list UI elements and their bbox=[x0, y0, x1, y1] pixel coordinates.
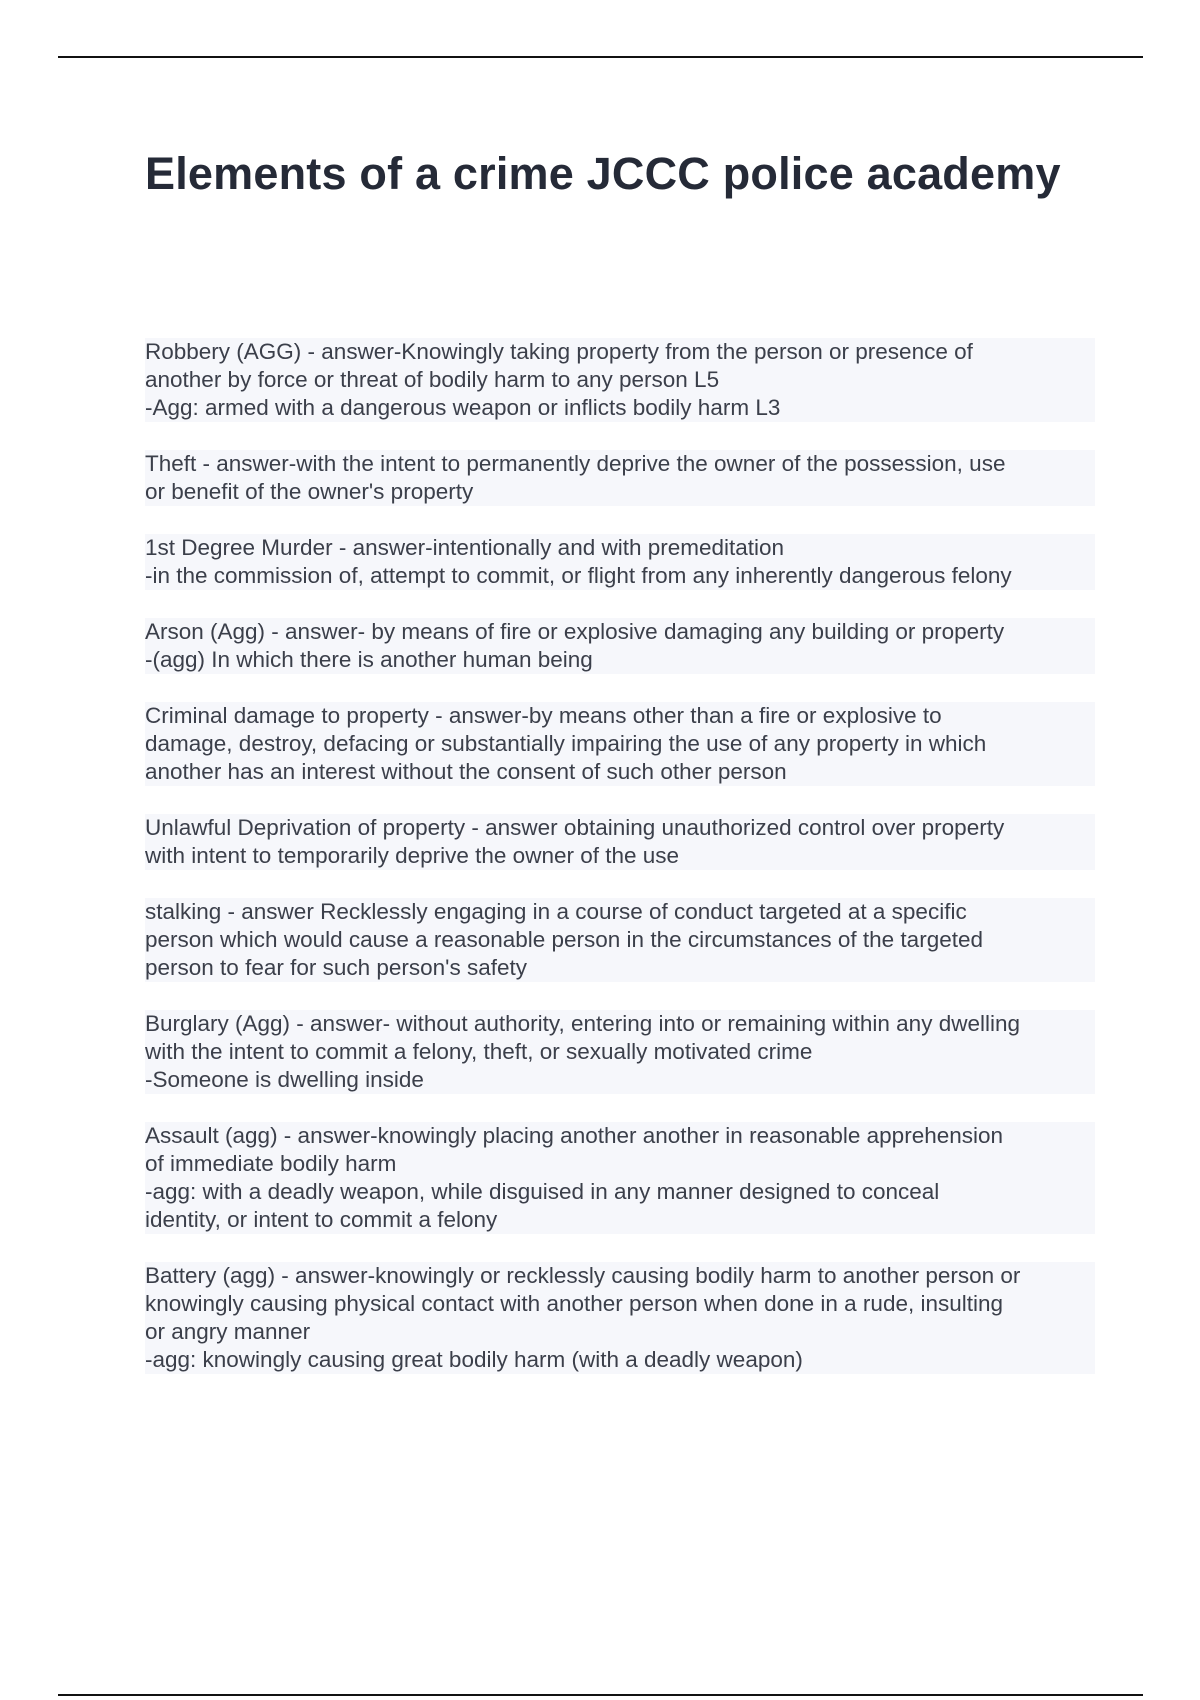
entry-line: Arson (Agg) - answer- by means of fire or explosive damaging any building or property bbox=[145, 619, 1005, 644]
entry-line: another has an interest without the consent of such other person bbox=[145, 759, 787, 784]
entry-line: -agg: knowingly causing great bodily harm (with a deadly weapon) bbox=[145, 1347, 803, 1372]
entry-line: Theft - answer-with the intent to permanently deprive the owner of the possession, use bbox=[145, 451, 1006, 476]
entry-line: knowingly causing physical contact with another person when done in a rude, insulting bbox=[145, 1291, 1004, 1316]
entry-line: -agg: with a deadly weapon, while disguised in any manner designed to conceal bbox=[145, 1179, 940, 1204]
entry-item bbox=[145, 1122, 1095, 1234]
entry-line: Burglary (Agg) - answer- without authority, entering into or remaining within any dwelling bbox=[145, 1011, 1020, 1036]
entry-item bbox=[145, 814, 1095, 870]
entry-line: Assault (agg) - answer-knowingly placing another another in reasonable apprehension bbox=[145, 1123, 1004, 1148]
entry-line: Robbery (AGG) - answer-Knowingly taking property from the person or presence of bbox=[145, 339, 973, 364]
entry-line: or angry manner bbox=[145, 1319, 311, 1344]
entry-line: 1st Degree Murder - answer-intentionally and with premeditation bbox=[145, 535, 785, 560]
entry-line: or benefit of the owner's property bbox=[145, 479, 474, 504]
entry-item bbox=[145, 618, 1095, 674]
entry-line: with the intent to commit a felony, theft, or sexually motivated crime bbox=[145, 1039, 813, 1064]
entry-item bbox=[145, 534, 1095, 590]
entry-item bbox=[145, 898, 1095, 982]
entry-line: -in the commission of, attempt to commit, or flight from any inherently dangerous felony bbox=[145, 563, 1012, 588]
entry-line: -Someone is dwelling inside bbox=[145, 1067, 424, 1092]
entry-line: person to fear for such person's safety bbox=[145, 955, 527, 980]
entry-line: Criminal damage to property - answer-by means other than a fire or explosive to bbox=[145, 703, 942, 728]
entry-line: another by force or threat of bodily harm to any person L5 bbox=[145, 367, 720, 392]
entry-line: Unlawful Deprivation of property - answer obtaining unauthorized control over property bbox=[145, 815, 1005, 840]
top-rule bbox=[58, 56, 1143, 58]
entry-line: damage, destroy, defacing or substantially impairing the use of any property in which bbox=[145, 731, 987, 756]
entry-line: -(agg) In which there is another human being bbox=[145, 647, 593, 672]
entry-line: -Agg: armed with a dangerous weapon or inflicts bodily harm L3 bbox=[145, 395, 781, 420]
entry-line: of immediate bodily harm bbox=[145, 1151, 397, 1176]
entry-item bbox=[145, 1010, 1095, 1094]
entry-line: Battery (agg) - answer-knowingly or recklessly causing bodily harm to another person or bbox=[145, 1263, 1021, 1288]
entry-item bbox=[145, 702, 1095, 786]
entry-item bbox=[145, 1262, 1095, 1374]
document-title: Elements of a crime JCCC police academy bbox=[145, 148, 1061, 199]
entry-line: stalking - answer Recklessly engaging in a course of conduct targeted at a specific bbox=[145, 899, 967, 924]
entry-line: with intent to temporarily deprive the owner of the use bbox=[145, 843, 680, 868]
entry-item bbox=[145, 450, 1095, 506]
entry-line: person which would cause a reasonable person in the circumstances of the targeted bbox=[145, 927, 983, 952]
entries-list bbox=[145, 338, 1095, 1402]
bottom-rule bbox=[58, 1694, 1143, 1696]
entry-item bbox=[145, 338, 1095, 422]
entry-line: identity, or intent to commit a felony bbox=[145, 1207, 498, 1232]
